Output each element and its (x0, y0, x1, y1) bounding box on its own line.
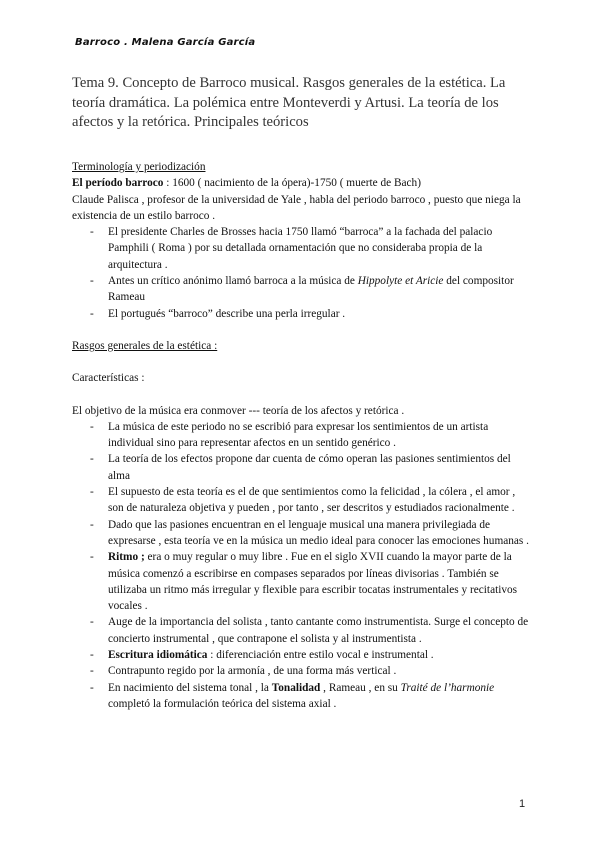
idiomatic-label: Escritura idiomática (108, 649, 208, 662)
page-number: 1 (519, 798, 526, 810)
list-item: - Contrapunto regido por la armonía , de una forma más vertical . (72, 663, 532, 679)
document-title: Tema 9. Concepto de Barroco musical. Rasgos generales de la estética. La teoría dramática. La polémica entre Monteverdi y Artusi. La teoría de los afectos y la retórica. Principales teóricos (72, 75, 506, 130)
bullet-dash: - (90, 453, 94, 466)
list-item: - Dado que las pasiones encuentran en el lenguaje musical una manera privilegiada de expresarse , esta teoría ve en la música un medio ideal para conocer las emociones humanas . (90, 518, 529, 547)
palisca-paragraph: Claude Palisca , profesor de la universidad de Yale , habla del periodo barroco , puesto que niega la existencia de un estilo barroco . (72, 193, 521, 222)
list-item: - La teoría de los efectos propone dar cuenta de cómo operan las pasiones sentimientos del alma (90, 453, 511, 482)
bullet-dash: - (90, 616, 94, 629)
tonality-label: Tonalidad (271, 681, 321, 694)
work-title: Traité de l’harmonie (400, 681, 495, 694)
list-item: - El portugués “barroco” describe una perla irregular . (72, 306, 532, 322)
section-heading-terminology: Terminología y periodización (72, 161, 206, 173)
list-item: - Antes un crítico anónimo llamó barroca a la música de Hippolyte et Aricie del compositor Rameau (90, 275, 514, 304)
list-item: - La música de este periodo no se escribió para expresar los sentimientos de un artista individual sino para representar afectos en un sentido genérico . (90, 420, 489, 450)
document-body (72, 159, 532, 712)
bullet-dash: - (90, 307, 94, 320)
list-item: - En nacimiento del sistema tonal , la Tonalidad , Rameau , en su Traité de l’harmonie completó la formulación teórica del sistema axial . (90, 681, 495, 710)
characteristics-list (72, 419, 532, 712)
objective-paragraph: El objetivo de la música era conmover --- teoría de los afectos y retórica . (72, 404, 405, 417)
list-item: - El presidente Charles de Brosses hacia 1750 llamó “barroca” a la fachada del palacio Pamphili ( Roma ) por su detallada ornamentación que no consideraba propia de la arquitectura . (90, 226, 493, 271)
list-item: - El supuesto de esta teoría es el de que sentimientos como la felicidad , la cólera , el amor , son de naturaleza objetiva y pueden , por tanto , ser descritos y estudiados racionalmente . (90, 486, 516, 515)
list-item: - Escritura idiomática : diferenciación entre estilo vocal e instrumental . (72, 647, 532, 663)
work-title: Hippolyte et Aricie (357, 275, 444, 288)
rhythm-label: Ritmo ; (108, 551, 145, 564)
bullet-dash: - (90, 518, 94, 531)
bullet-dash: - (90, 681, 94, 694)
bullet-dash: - (90, 649, 94, 662)
characteristics-label: Características : (72, 372, 145, 385)
bullet-dash: - (90, 275, 94, 288)
bullet-dash: - (90, 551, 94, 564)
bullet-dash: - (90, 665, 94, 678)
list-item: - Auge de la importancia del solista , tanto cantante como instrumentista. Surge el concepto de concierto instrumental , que contrapone el solista y al instrumentista . (90, 616, 529, 645)
bullet-dash: - (90, 420, 94, 433)
bullet-dash: - (90, 226, 94, 239)
section-heading-aesthetics: Rasgos generales de la estética : (72, 339, 218, 352)
period-text: : 1600 ( nacimiento de la ópera)-1750 ( muerte de Bach) (163, 177, 421, 190)
page-header: Barroco . Malena García García (75, 37, 256, 48)
terminology-list (72, 224, 532, 322)
period-paragraph (72, 175, 532, 191)
list-item: - Ritmo ; era o muy regular o muy libre . Fue en el siglo XVII cuando la mayor parte de la música comenzó a escribirse en compases separados por líneas divisorias . También se utilizaba un ritmo más irregular y flexible para escribir tocatas instrumentales y recitativos vocales . (90, 551, 518, 613)
period-label: El período barroco (72, 177, 164, 190)
bullet-dash: - (90, 486, 94, 499)
